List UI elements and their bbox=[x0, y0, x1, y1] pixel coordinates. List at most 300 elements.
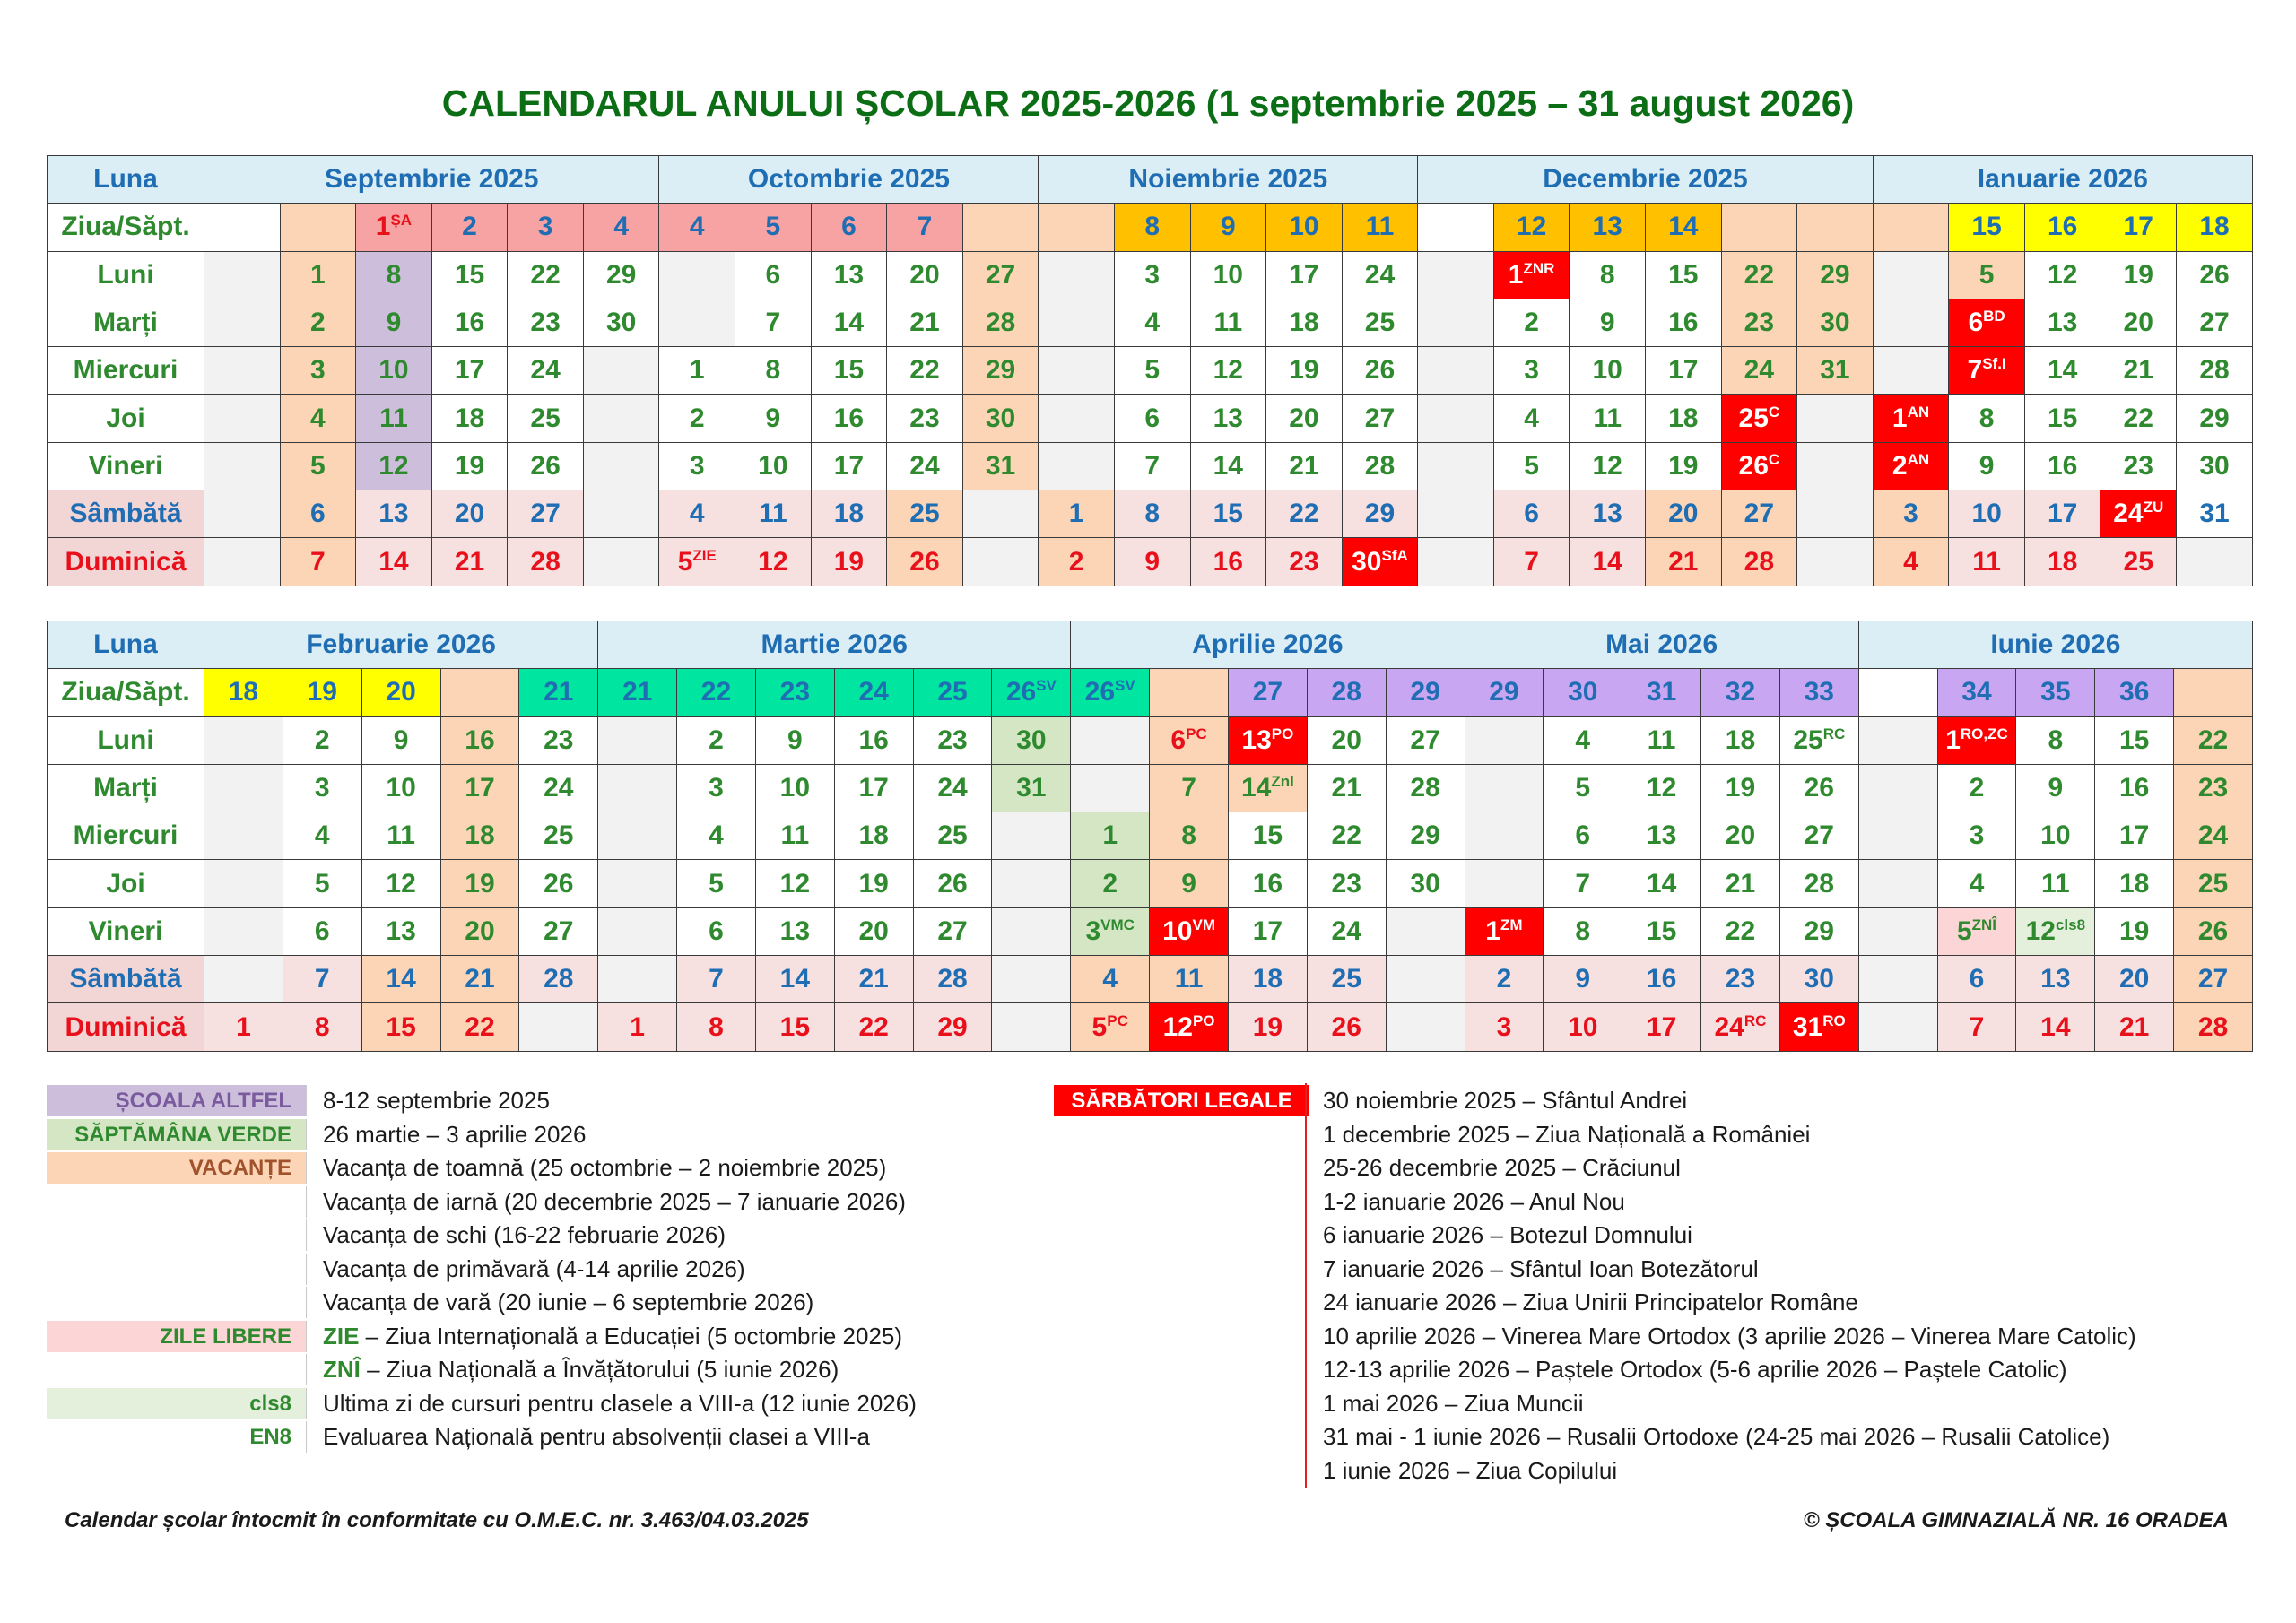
day-cell bbox=[1873, 299, 1949, 346]
day-cell bbox=[204, 764, 283, 812]
day-cell bbox=[519, 1003, 598, 1051]
day-cell: 21 bbox=[2100, 347, 2177, 395]
day-cell: 13 bbox=[755, 907, 834, 955]
legend-item bbox=[47, 1151, 917, 1185]
day-cell: 27 bbox=[962, 251, 1039, 299]
day-cell bbox=[659, 251, 735, 299]
week-number-cell: 3 bbox=[508, 204, 584, 251]
day-cell: 10 bbox=[356, 347, 432, 395]
legend-key bbox=[47, 1354, 307, 1385]
day-cell: 3 bbox=[659, 442, 735, 490]
legend-value: Vacanța de schi (16-22 februarie 2026) bbox=[323, 1221, 726, 1249]
day-note: ZNÎ bbox=[1971, 916, 1997, 933]
day-cell: 26 bbox=[1342, 347, 1418, 395]
day-cell: $24^{RC}$ bbox=[1701, 1003, 1780, 1051]
day-cell: 21 bbox=[1701, 860, 1780, 907]
legal-holiday-item: 7 ianuarie 2026 – Sfântul Ioan Botezătorul bbox=[1323, 1254, 1759, 1282]
day-cell: 22 bbox=[440, 1003, 519, 1051]
day-cell: 29 bbox=[583, 251, 659, 299]
month-header: Septembrie 2025 bbox=[204, 156, 659, 204]
legend-key: ȘCOALA ALTFEL bbox=[47, 1085, 307, 1116]
day-cell bbox=[1418, 538, 1494, 586]
month-header: Mai 2026 bbox=[1465, 621, 1858, 669]
day-cell: 26 bbox=[519, 860, 598, 907]
week-number-cell bbox=[1418, 204, 1494, 251]
day-cell: 10 bbox=[735, 442, 812, 490]
day-cell: 12 bbox=[1622, 764, 1701, 812]
row-sambata bbox=[48, 956, 2253, 1003]
legend-item bbox=[47, 1420, 917, 1454]
day-cell: 18 bbox=[1701, 716, 1780, 764]
day-cell: 2 bbox=[659, 395, 735, 442]
day-cell: 22 bbox=[508, 251, 584, 299]
day-cell: 27 bbox=[1342, 395, 1418, 442]
day-cell: 17 bbox=[834, 764, 913, 812]
day-cell: 28 bbox=[508, 538, 584, 586]
week-number-cell: 21 bbox=[598, 669, 677, 716]
day-cell: 14 bbox=[1622, 860, 1701, 907]
day-cell: 14 bbox=[356, 538, 432, 586]
day-cell: 3 bbox=[1114, 251, 1190, 299]
day-cell: 18 bbox=[2095, 860, 2174, 907]
day-cell: $5^{ZNÎ}$ bbox=[1937, 907, 2016, 955]
day-cell: 9 bbox=[1949, 442, 2025, 490]
day-cell: 30 bbox=[1779, 956, 1858, 1003]
week-number-cell: 27 bbox=[1228, 669, 1307, 716]
day-cell: 13 bbox=[2024, 299, 2100, 346]
legend-value: Vacanța de vară (20 iunie – 6 septembrie 2026) bbox=[323, 1289, 814, 1316]
legend-value: ZNÎ – Ziua Națională a Învățătorului (5 iunie 2026) bbox=[323, 1356, 839, 1384]
day-cell: 9 bbox=[1150, 860, 1229, 907]
week-number-cell: 33 bbox=[1779, 669, 1858, 716]
week-number-cell: 17 bbox=[2100, 204, 2177, 251]
legend-key: EN8 bbox=[47, 1421, 307, 1453]
day-cell: 6 bbox=[677, 907, 756, 955]
day-cell: 1 bbox=[1071, 812, 1150, 860]
legal-holiday-item: 30 noiembrie 2025 – Sfântul Andrei bbox=[1323, 1087, 1688, 1114]
day-note: RO bbox=[1822, 1011, 1846, 1029]
day-note: AN bbox=[1907, 403, 1930, 421]
day-cell: 26 bbox=[1307, 1003, 1386, 1051]
day-cell bbox=[1858, 860, 1937, 907]
day-cell: 23 bbox=[2174, 764, 2253, 812]
legal-holiday-item: 24 ianuarie 2026 – Ziua Unirii Principatelor Române bbox=[1323, 1289, 1858, 1315]
legal-holidays-list bbox=[1305, 1084, 2136, 1488]
day-cell: 24 bbox=[913, 764, 992, 812]
day-cell: 9 bbox=[735, 395, 812, 442]
footer-school: © ȘCOALA GIMNAZIALĂ NR. 16 ORADEA bbox=[1803, 1508, 2229, 1532]
row-marti bbox=[48, 764, 2253, 812]
week-number-cell bbox=[1858, 669, 1937, 716]
row-label-joi: Joi bbox=[48, 860, 204, 907]
day-cell bbox=[1071, 764, 1150, 812]
day-cell: 15 bbox=[1645, 251, 1721, 299]
day-cell bbox=[1465, 716, 1544, 764]
day-cell: 8 bbox=[356, 251, 432, 299]
day-cell: 13 bbox=[356, 490, 432, 538]
day-cell bbox=[1418, 490, 1494, 538]
day-cell bbox=[1386, 1003, 1465, 1051]
day-cell: 29 bbox=[962, 347, 1039, 395]
day-cell: 14 bbox=[755, 956, 834, 1003]
legend-item bbox=[47, 1219, 917, 1253]
day-cell: 14 bbox=[1570, 538, 1646, 586]
day-cell bbox=[1797, 490, 1874, 538]
day-cell: 6 bbox=[1493, 490, 1570, 538]
day-cell: 18 bbox=[1645, 395, 1721, 442]
day-cell: $7^{Sf.I}$ bbox=[1949, 347, 2025, 395]
day-cell: 17 bbox=[1266, 251, 1343, 299]
day-cell: 22 bbox=[1701, 907, 1780, 955]
day-cell bbox=[204, 538, 281, 586]
day-cell: $1^{AN}$ bbox=[1873, 395, 1949, 442]
legal-holiday-item: 1 iunie 2026 – Ziua Copilului bbox=[1323, 1456, 1618, 1484]
day-cell bbox=[992, 907, 1071, 955]
week-number-cell: 35 bbox=[2016, 669, 2095, 716]
day-cell: 11 bbox=[1570, 395, 1646, 442]
week-number-cell: 2 bbox=[431, 204, 508, 251]
day-cell: 8 bbox=[1570, 251, 1646, 299]
day-cell: $5^{ZIE}$ bbox=[659, 538, 735, 586]
day-cell: 31 bbox=[1797, 347, 1874, 395]
day-cell: 4 bbox=[1873, 538, 1949, 586]
legal-holiday-item: 1 mai 2026 – Ziua Muncii bbox=[1323, 1389, 1584, 1417]
day-cell: 14 bbox=[1190, 442, 1266, 490]
day-cell bbox=[598, 812, 677, 860]
day-cell: 28 bbox=[1779, 860, 1858, 907]
day-cell: 2 bbox=[1039, 538, 1115, 586]
week-number-cell: 34 bbox=[1937, 669, 2016, 716]
week-number-cell: 16 bbox=[2024, 204, 2100, 251]
legend-key: cls8 bbox=[47, 1388, 307, 1419]
week-number-cell bbox=[2174, 669, 2253, 716]
day-note: ZU bbox=[2143, 499, 2164, 516]
day-cell: 23 bbox=[519, 716, 598, 764]
day-note: BD bbox=[1983, 308, 2005, 325]
day-cell: 4 bbox=[1544, 716, 1622, 764]
week-number-cell bbox=[280, 204, 356, 251]
day-cell: 1 bbox=[1039, 490, 1115, 538]
day-cell: 15 bbox=[2024, 395, 2100, 442]
day-cell: 9 bbox=[1570, 299, 1646, 346]
week-number-cell: 12 bbox=[1493, 204, 1570, 251]
day-cell: 26 bbox=[887, 538, 963, 586]
day-cell bbox=[1386, 956, 1465, 1003]
day-note: cls8 bbox=[2055, 916, 2086, 933]
day-cell bbox=[1465, 812, 1544, 860]
day-cell: 8 bbox=[735, 347, 812, 395]
legal-holiday-item: 12-13 aprilie 2026 – Paștele Ortodox (5-6 aprilie 2026 – Paștele Catolic) bbox=[1323, 1356, 2067, 1383]
week-number-cell: 24 bbox=[834, 669, 913, 716]
day-cell: 17 bbox=[440, 764, 519, 812]
day-cell bbox=[1386, 907, 1465, 955]
day-cell: 6 bbox=[1937, 956, 2016, 1003]
page-title: CALENDARUL ANULUI ȘCOLAR 2025-2026 (1 septembrie 2025 – 31 august 2026) bbox=[441, 82, 1855, 124]
day-cell: 17 bbox=[2095, 812, 2174, 860]
legend-key: SĂPTĂMÂNA VERDE bbox=[47, 1119, 307, 1150]
month-header: Octombrie 2025 bbox=[659, 156, 1039, 204]
week-number-cell: 18 bbox=[204, 669, 283, 716]
day-cell: 11 bbox=[356, 395, 432, 442]
day-note: PO bbox=[1271, 725, 1294, 742]
day-cell: 21 bbox=[887, 299, 963, 346]
day-cell: 23 bbox=[1701, 956, 1780, 1003]
day-cell: 21 bbox=[431, 538, 508, 586]
day-cell: 31 bbox=[992, 764, 1071, 812]
day-cell: 12 bbox=[755, 860, 834, 907]
row-luni bbox=[48, 716, 2253, 764]
day-cell bbox=[1418, 251, 1494, 299]
day-cell: 20 bbox=[440, 907, 519, 955]
day-cell: 10 bbox=[1544, 1003, 1622, 1051]
day-cell bbox=[1418, 299, 1494, 346]
day-cell: 7 bbox=[677, 956, 756, 1003]
day-cell: 4 bbox=[1493, 395, 1570, 442]
legend-key bbox=[47, 1287, 307, 1318]
day-cell: 7 bbox=[1114, 442, 1190, 490]
day-cell: $14^{Znl}$ bbox=[1228, 764, 1307, 812]
row-vineri bbox=[48, 907, 2253, 955]
day-cell: 7 bbox=[1150, 764, 1229, 812]
day-cell bbox=[583, 538, 659, 586]
day-cell: $6^{PC}$ bbox=[1150, 716, 1229, 764]
day-cell: 22 bbox=[834, 1003, 913, 1051]
day-cell: 1 bbox=[598, 1003, 677, 1051]
day-cell: 5 bbox=[1949, 251, 2025, 299]
day-cell: 24 bbox=[887, 442, 963, 490]
day-cell: 22 bbox=[2174, 716, 2253, 764]
day-cell bbox=[2177, 538, 2253, 586]
day-note: ZIE bbox=[692, 546, 717, 564]
day-cell: 31 bbox=[2177, 490, 2253, 538]
week-number-cell: 6 bbox=[811, 204, 887, 251]
day-cell: 10 bbox=[1570, 347, 1646, 395]
day-note: ȘA bbox=[390, 212, 413, 230]
day-cell: 22 bbox=[887, 347, 963, 395]
day-cell: 20 bbox=[1307, 716, 1386, 764]
day-cell: 17 bbox=[2024, 490, 2100, 538]
day-cell: 6 bbox=[283, 907, 361, 955]
day-cell: 15 bbox=[1190, 490, 1266, 538]
day-cell: 2 bbox=[1937, 764, 2016, 812]
day-cell: 19 bbox=[1701, 764, 1780, 812]
day-cell: $25^{RC}$ bbox=[1779, 716, 1858, 764]
day-cell bbox=[1797, 538, 1874, 586]
day-cell: 5 bbox=[1493, 442, 1570, 490]
day-cell: 1 bbox=[659, 347, 735, 395]
day-cell: 11 bbox=[1622, 716, 1701, 764]
day-cell: 11 bbox=[361, 812, 440, 860]
week-number-cell: 4 bbox=[583, 204, 659, 251]
day-cell: 22 bbox=[1266, 490, 1343, 538]
legal-holiday-item: 25-26 decembrie 2025 – Crăciunul bbox=[1323, 1154, 1681, 1181]
day-cell: 2 bbox=[1493, 299, 1570, 346]
day-note: ZNR bbox=[1523, 259, 1555, 277]
legal-holiday-item: 1 decembrie 2025 – Ziua Națională a României bbox=[1323, 1120, 1811, 1148]
day-cell: 27 bbox=[1721, 490, 1797, 538]
day-cell: 25 bbox=[1342, 299, 1418, 346]
month-header: Iunie 2026 bbox=[1858, 621, 2252, 669]
row-label-sambata: Sâmbătă bbox=[48, 956, 204, 1003]
legal-holiday-item: 1-2 ianuarie 2026 – Anul Nou bbox=[1323, 1187, 1625, 1215]
day-cell: $1^{RO,ZC}$ bbox=[1937, 716, 2016, 764]
day-cell: 28 bbox=[1342, 442, 1418, 490]
week-number-cell: $1^{ȘA}$ bbox=[356, 204, 432, 251]
day-cell: 25 bbox=[2174, 860, 2253, 907]
day-cell: 8 bbox=[1114, 490, 1190, 538]
day-note: SV bbox=[1036, 677, 1057, 695]
day-cell: 8 bbox=[677, 1003, 756, 1051]
day-cell: 29 bbox=[2177, 395, 2253, 442]
day-cell: $12^{cls8}$ bbox=[2016, 907, 2095, 955]
row-miercuri bbox=[48, 812, 2253, 860]
day-cell: 18 bbox=[431, 395, 508, 442]
day-cell: $3^{VMC}$ bbox=[1071, 907, 1150, 955]
month-header: Aprilie 2026 bbox=[1071, 621, 1465, 669]
day-cell: 15 bbox=[755, 1003, 834, 1051]
day-cell: $31^{RO}$ bbox=[1779, 1003, 1858, 1051]
day-cell bbox=[1039, 442, 1115, 490]
row-label-vineri: Vineri bbox=[48, 442, 204, 490]
legend-item bbox=[47, 1286, 917, 1320]
week-number-cell bbox=[1797, 204, 1874, 251]
row-label-marti: Marți bbox=[48, 299, 204, 346]
day-cell: 19 bbox=[431, 442, 508, 490]
week-number-cell bbox=[1039, 204, 1115, 251]
week-number-cell: 29 bbox=[1386, 669, 1465, 716]
day-cell: 11 bbox=[1949, 538, 2025, 586]
day-note: VM bbox=[1192, 916, 1215, 933]
day-cell: 2 bbox=[677, 716, 756, 764]
day-cell: 19 bbox=[2095, 907, 2174, 955]
day-cell bbox=[1039, 395, 1115, 442]
day-cell: 28 bbox=[1721, 538, 1797, 586]
day-cell: 17 bbox=[1645, 347, 1721, 395]
day-cell: 21 bbox=[440, 956, 519, 1003]
day-cell: 6 bbox=[1544, 812, 1622, 860]
month-header: Martie 2026 bbox=[598, 621, 1071, 669]
legend-item bbox=[47, 1118, 917, 1152]
week-number-cell: 15 bbox=[1949, 204, 2025, 251]
day-cell: 3 bbox=[1493, 347, 1570, 395]
day-cell: 4 bbox=[283, 812, 361, 860]
row-label-miercuri: Miercuri bbox=[48, 812, 204, 860]
day-cell bbox=[1858, 907, 1937, 955]
day-cell: 21 bbox=[1307, 764, 1386, 812]
day-cell: $30^{SfA}$ bbox=[1342, 538, 1418, 586]
day-cell: 24 bbox=[1342, 251, 1418, 299]
legend-value: 8-12 septembrie 2025 bbox=[323, 1087, 550, 1115]
day-cell: $10^{VM}$ bbox=[1150, 907, 1229, 955]
day-cell: 12 bbox=[1570, 442, 1646, 490]
day-cell: 3 bbox=[280, 347, 356, 395]
day-cell: 10 bbox=[1949, 490, 2025, 538]
day-cell: 11 bbox=[735, 490, 812, 538]
day-cell: 2 bbox=[283, 716, 361, 764]
week-number-cell: 23 bbox=[755, 669, 834, 716]
day-cell: 9 bbox=[356, 299, 432, 346]
day-cell: 7 bbox=[1493, 538, 1570, 586]
day-cell bbox=[204, 490, 281, 538]
day-cell: 18 bbox=[1266, 299, 1343, 346]
day-cell: 23 bbox=[913, 716, 992, 764]
day-cell: 29 bbox=[1797, 251, 1874, 299]
day-cell: 12 bbox=[356, 442, 432, 490]
week-number-cell: 7 bbox=[887, 204, 963, 251]
week-number-cell: 11 bbox=[1342, 204, 1418, 251]
day-cell: 23 bbox=[887, 395, 963, 442]
day-cell bbox=[204, 442, 281, 490]
row-duminica bbox=[48, 538, 2253, 586]
day-cell bbox=[1873, 347, 1949, 395]
day-cell: 19 bbox=[811, 538, 887, 586]
month-header: Noiembrie 2025 bbox=[1039, 156, 1418, 204]
day-cell: 26 bbox=[913, 860, 992, 907]
day-cell bbox=[962, 538, 1039, 586]
day-cell: 30 bbox=[1386, 860, 1465, 907]
day-cell: $13^{PO}$ bbox=[1228, 716, 1307, 764]
day-cell bbox=[583, 395, 659, 442]
day-cell: 16 bbox=[431, 299, 508, 346]
day-note: SfA bbox=[1381, 546, 1408, 564]
day-note: AN bbox=[1907, 450, 1930, 468]
day-cell: 15 bbox=[1622, 907, 1701, 955]
day-cell: 10 bbox=[2016, 812, 2095, 860]
day-cell: 18 bbox=[2024, 538, 2100, 586]
day-cell: 20 bbox=[431, 490, 508, 538]
day-cell: 8 bbox=[283, 1003, 361, 1051]
day-note: Sf.I bbox=[1982, 355, 2006, 373]
day-cell: 29 bbox=[1342, 490, 1418, 538]
row-duminica bbox=[48, 1003, 2253, 1051]
day-cell: 25 bbox=[1307, 956, 1386, 1003]
day-cell: 4 bbox=[659, 490, 735, 538]
day-cell: 5 bbox=[677, 860, 756, 907]
day-note: SV bbox=[1115, 677, 1135, 695]
day-cell: 25 bbox=[508, 395, 584, 442]
day-cell: 24 bbox=[1721, 347, 1797, 395]
day-cell bbox=[583, 442, 659, 490]
day-cell: 1 bbox=[280, 251, 356, 299]
day-cell bbox=[1873, 251, 1949, 299]
day-note: PC bbox=[1107, 1011, 1128, 1029]
row-joi bbox=[48, 395, 2253, 442]
week-number-cell: $26^{SV}$ bbox=[1071, 669, 1150, 716]
week-number-cell: 22 bbox=[677, 669, 756, 716]
row-sambata bbox=[48, 490, 2253, 538]
day-cell: 27 bbox=[913, 907, 992, 955]
legend-item bbox=[47, 1353, 917, 1387]
day-cell: 5 bbox=[283, 860, 361, 907]
day-cell bbox=[962, 490, 1039, 538]
week-number-cell: 19 bbox=[283, 669, 361, 716]
day-cell: 20 bbox=[1701, 812, 1780, 860]
day-cell: 8 bbox=[1150, 812, 1229, 860]
month-header: Ianuarie 2026 bbox=[1873, 156, 2252, 204]
row-label-luni: Luni bbox=[48, 251, 204, 299]
day-cell: 8 bbox=[1544, 907, 1622, 955]
row-label-duminica: Duminică bbox=[48, 1003, 204, 1051]
calendar-table-autumn-winter bbox=[47, 155, 2253, 586]
day-note: C bbox=[1768, 450, 1780, 468]
row-label-miercuri: Miercuri bbox=[48, 347, 204, 395]
legal-holidays-key: SĂRBĂTORI LEGALE bbox=[1054, 1085, 1309, 1116]
day-cell bbox=[598, 956, 677, 1003]
week-number-cell: 32 bbox=[1701, 669, 1780, 716]
day-cell: 5 bbox=[1544, 764, 1622, 812]
legal-holiday-item: 10 aprilie 2026 – Vinerea Mare Ortodox (3 aprilie 2026 – Vinerea Mare Catolic) bbox=[1323, 1322, 2136, 1350]
legend-key bbox=[47, 1219, 307, 1251]
